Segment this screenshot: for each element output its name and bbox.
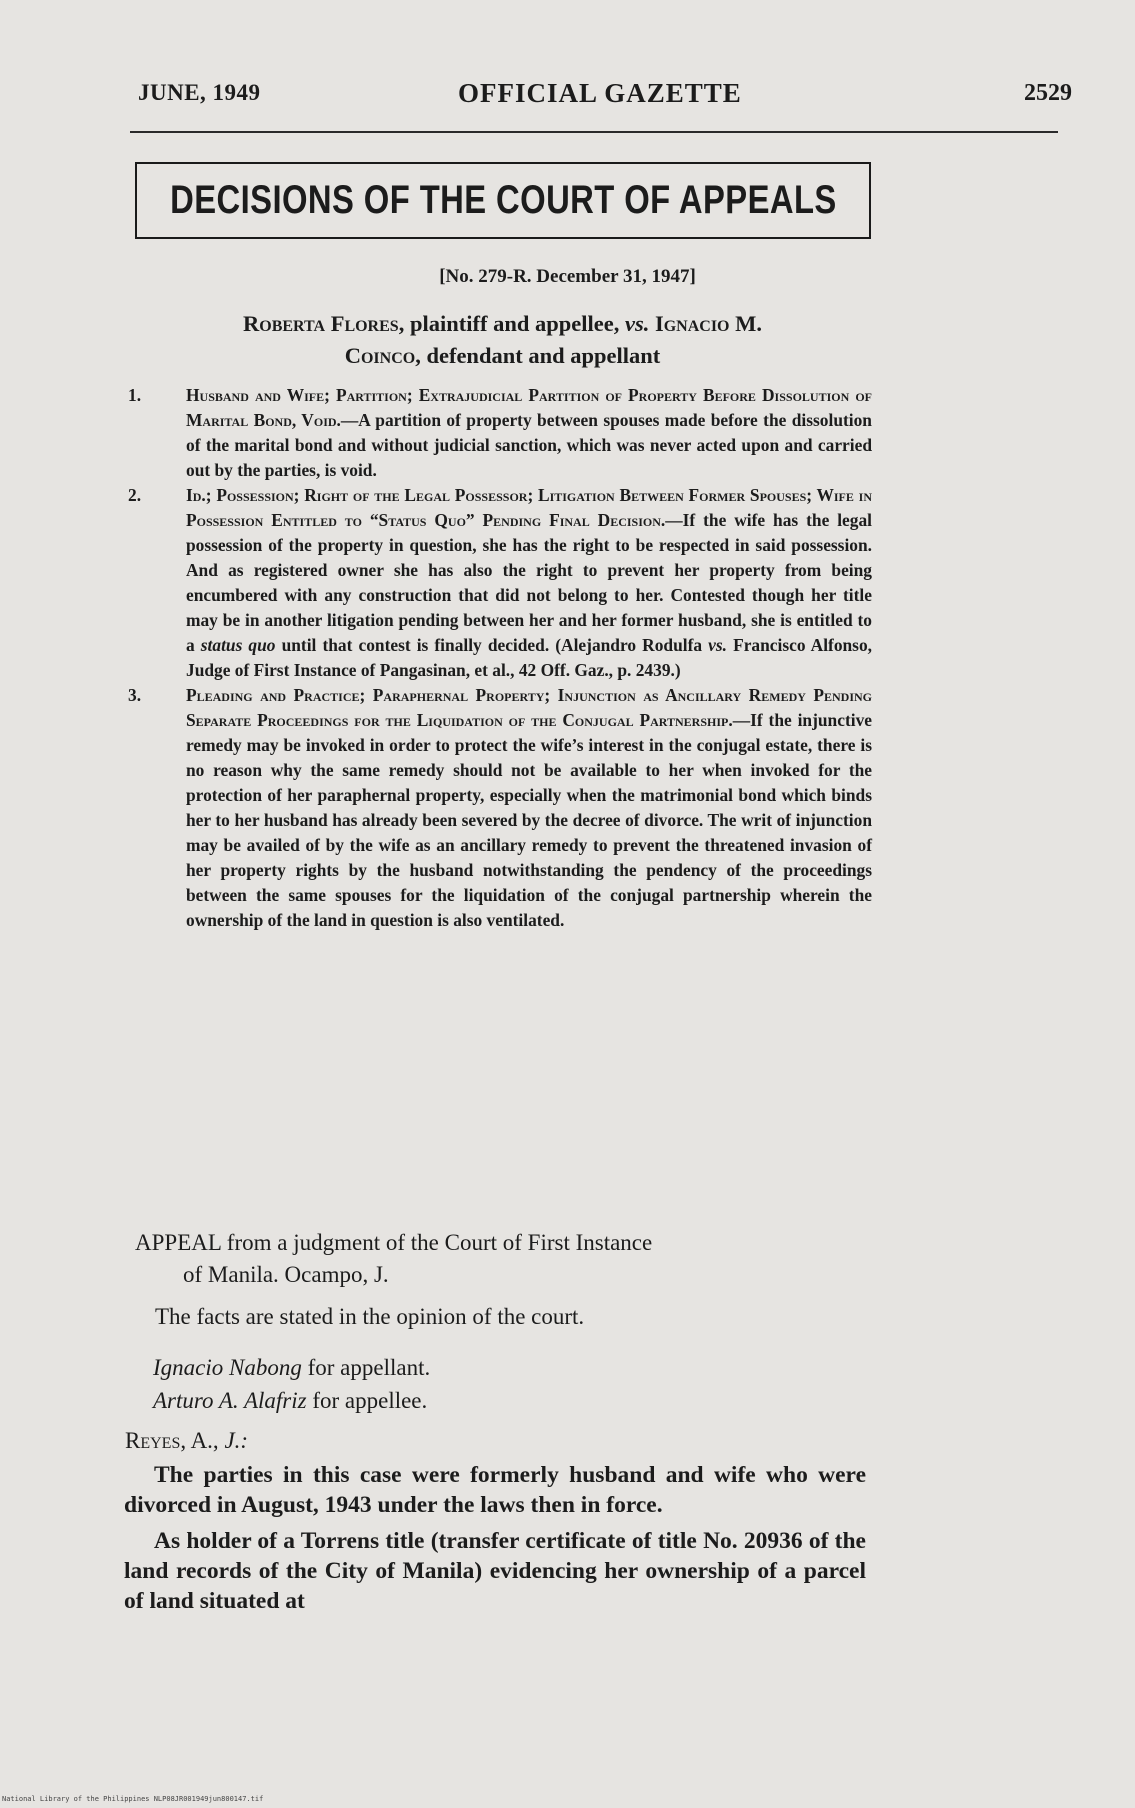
header-rule xyxy=(130,131,1058,133)
counsel-appellee xyxy=(153,1384,430,1417)
case-number: [No. 279-R. December 31, 1947] xyxy=(439,266,696,287)
syllabus-text: —A partition of property between spouses made before the dissolution of the marital bond and without judicial sanction, which was never acted upon and carried out by the parties, is void. xyxy=(186,410,872,480)
opinion-body xyxy=(124,1460,866,1622)
syllabus-item xyxy=(128,683,872,933)
plaintiff-role: , plaintiff and appellee, xyxy=(398,311,625,336)
header-publication: OFFICIAL GAZETTE xyxy=(458,78,742,108)
syllabus-number: 2. xyxy=(128,485,142,505)
syllabus xyxy=(128,383,872,933)
judge-name: Reyes, A., xyxy=(125,1428,219,1453)
scan-footer: National Library of the Philippines NLP08JR001949jun800147.tif xyxy=(2,1795,264,1803)
facts-statement: The facts are stated in the opinion of the court. xyxy=(155,1304,585,1329)
syllabus-item xyxy=(128,383,872,483)
appeal-line-1: APPEAL from a judgment of the Court of First Instance xyxy=(135,1230,653,1255)
syllabus-text: until that contest is finally decided. (Alejandro Rodulfa xyxy=(275,635,709,655)
counsel-list xyxy=(153,1351,430,1417)
syllabus-text: Francisco Alfonso, Judge of First Instance of Pangasinan, et al., 42 Off. Gaz., p. 2439.) xyxy=(186,635,872,680)
versus: vs. xyxy=(624,311,650,336)
counsel-name: Ignacio Nabong xyxy=(153,1355,302,1380)
counsel-appellant xyxy=(153,1351,430,1384)
case-parties xyxy=(135,308,870,372)
counsel-name: Arturo A. Alafriz xyxy=(153,1388,307,1413)
syllabus-heading: Pleading and Practice; Paraphernal Property; Injunction as Ancillary Remedy Pending Separate Proceedings for the Liquidation of the Conjugal Partnership. xyxy=(186,685,872,730)
syllabus-text-italic: status quo xyxy=(200,635,276,655)
header-date: JUNE, 1949 xyxy=(138,80,261,105)
section-title-box xyxy=(135,162,871,239)
section-title: DECISIONS OF THE COURT OF APPEALS xyxy=(169,178,837,222)
syllabus-number: 3. xyxy=(128,685,142,705)
defendant-name-first: Ignacio M. xyxy=(654,311,762,336)
syllabus-number: 1. xyxy=(128,385,142,405)
counsel-role: for appellant. xyxy=(301,1355,431,1380)
counsel-role: for appellee. xyxy=(306,1388,428,1413)
opinion-paragraph: The parties in this case were formerly husband and wife who were divorced in August, 1943 under the laws then in force. xyxy=(124,1462,866,1518)
plaintiff-name: Roberta Flores xyxy=(243,311,399,336)
syllabus-versus: vs. xyxy=(708,635,727,655)
syllabus-item xyxy=(128,483,872,683)
syllabus-heading: Husband and Wife; Partition; Extrajudicial Partition of Property Before Dissolution of Marital Bond, Void. xyxy=(186,385,872,430)
syllabus-heading: Id.; Possession; Right of the Legal Possessor; Litigation Between Former Spouses; Wife in Possession Entitled to “Status Quo” Pending Final Decision. xyxy=(186,485,872,530)
ponente xyxy=(125,1428,248,1454)
appeal-statement xyxy=(135,1227,870,1291)
syllabus-text: —If the wife has the legal possession of the property in question, she has the right to be respected in said possession. And as registered owner she has also the right to prevent her property from being encumbered with any construction that did not belong to her. Contested though her title may be in another litigation pending between her and her former husband, she is entitled to a xyxy=(186,510,872,655)
header-page-number: 2529 xyxy=(1024,80,1072,106)
judge-title: J.: xyxy=(218,1428,249,1453)
opinion-paragraph: As holder of a Torrens title (transfer certificate of title No. 20936 of the land records of the City of Manila) evidencing her ownership of a parcel of land situated at xyxy=(124,1528,866,1614)
defendant-role: , defendant and appellant xyxy=(415,343,661,368)
appeal-line-2: of Manila. Ocampo, J. xyxy=(183,1262,389,1287)
running-header xyxy=(138,78,1072,118)
defendant-name-last: Coinco xyxy=(344,343,416,368)
syllabus-text: —If the injunctive remedy may be invoked in order to protect the wife’s interest in the conjugal estate, there is no reason why the same remedy should not be available to her when invoked for the protection of her paraphernal property, especially when the matrimonial bond which binds her to her husband has already been severed by the decree of divorce. The writ of injunction may be availed of by the wife as an ancillary remedy to prevent the threatened invasion of her property rights by the husband notwithstanding the pendency of the proceedings between the same spouses for the liquidation of the conjugal partnership wherein the ownership of the land in question is also ventilated. xyxy=(186,710,872,930)
